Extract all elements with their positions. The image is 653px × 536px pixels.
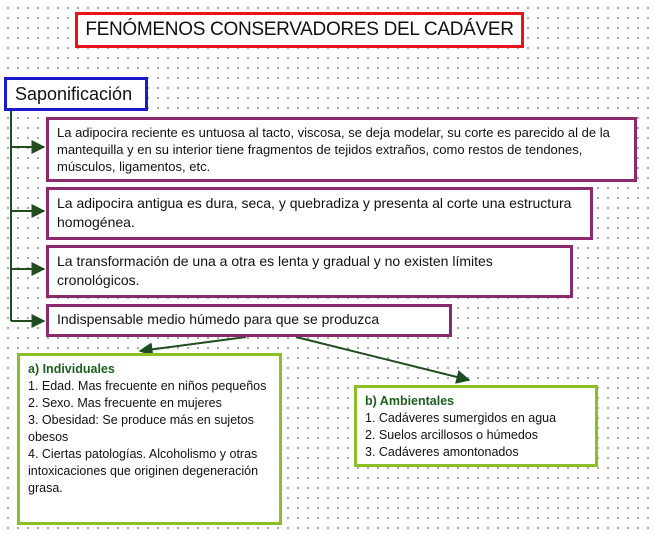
- point-medio-humedo: Indispensable medio húmedo para que se produzca: [46, 304, 452, 337]
- section-saponificacion: Saponificación: [4, 77, 148, 111]
- ambientales-heading: b) Ambientales: [365, 394, 455, 408]
- point-adipocira-reciente: La adipocira reciente es untuosa al tacto, viscosa, se deja modelar, su corte es parecido al de la mantequilla y en su interior tiene fragmentos de tejidos extraños, como restos de tendones, músculos, ligamentos, etc.: [46, 117, 637, 182]
- diagram-title: FENÓMENOS CONSERVADORES DEL CADÁVER: [75, 12, 524, 48]
- individuales-item: 1. Edad. Mas frecuente en niños pequeños: [28, 379, 267, 393]
- individuales-item: 2. Sexo. Mas frecuente en mujeres: [28, 396, 222, 410]
- individuales-item: 4. Ciertas patologías. Alcoholismo y otras intoxicaciones que originen degeneración grasa.: [28, 447, 259, 495]
- ambientales-item: 3. Cadáveres amontonados: [365, 445, 519, 459]
- arrow-to-individuales: [140, 337, 246, 351]
- ambientales-item: 1. Cadáveres sumergidos en agua: [365, 411, 557, 425]
- factores-ambientales: [354, 385, 598, 467]
- individuales-item: 3. Obesidad: Se produce más en sujetos obesos: [28, 413, 254, 444]
- point-adipocira-antigua: La adipocira antigua es dura, seca, y quebradiza y presenta al corte una estructura homogénea.: [46, 187, 593, 240]
- individuales-heading: a) Individuales: [28, 362, 115, 376]
- arrow-to-ambientales: [296, 337, 469, 380]
- ambientales-item: 2. Suelos arcillosos o húmedos: [365, 428, 539, 442]
- point-transformacion: La transformación de una a otra es lenta y gradual y no existen límites cronológicos.: [46, 245, 573, 298]
- factores-individuales: [17, 353, 282, 525]
